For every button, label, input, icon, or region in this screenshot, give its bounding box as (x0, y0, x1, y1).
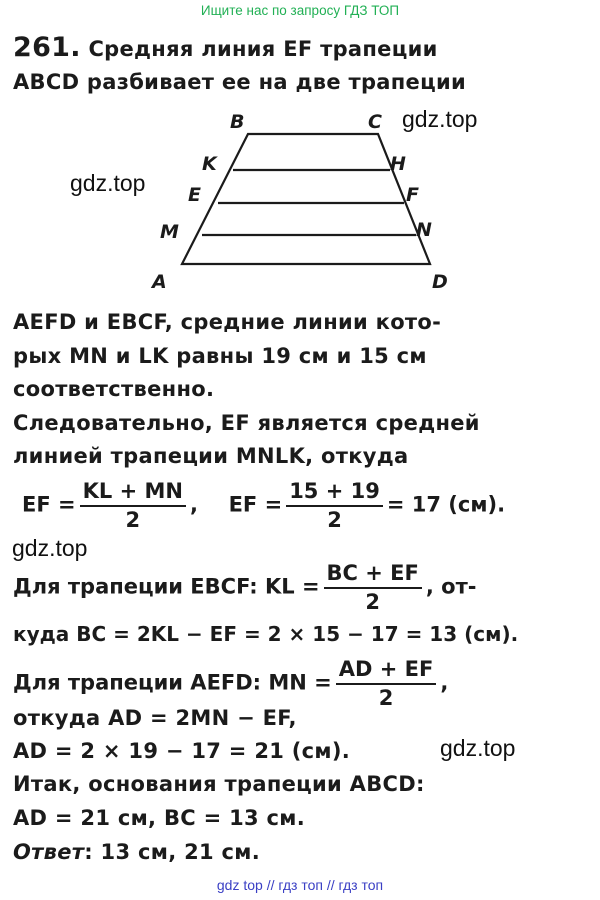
eq2-numerator: 15 + 19 (286, 478, 383, 507)
kl-numerator: BC + EF (324, 560, 422, 589)
mn-numerator: AD + EF (336, 656, 437, 685)
solution-line-3: соответственно. (13, 377, 215, 401)
mn-formula-row (13, 656, 448, 711)
watermark-1: gdz.top (402, 106, 478, 132)
eq1-numerator: KL + MN (80, 478, 186, 507)
answer-line (13, 840, 260, 864)
kl-formula-row (13, 560, 476, 615)
problem-number: 261. (13, 32, 81, 63)
solution-line-ad-1: откуда AD = 2MN − EF, (13, 706, 297, 730)
problem-intro-line-1 (13, 32, 438, 63)
equation-row-ef (22, 478, 505, 533)
watermark-4: gdz.top (440, 735, 516, 761)
solution-line-1: AEFD и EBCF, средние линии кото- (13, 310, 442, 334)
label-f: F (406, 184, 419, 206)
solution-line-summary: Итак, основания трапеции ABCD: (13, 772, 425, 796)
solution-line-ad-2: AD = 2 × 19 − 17 = 21 (см). (13, 739, 351, 763)
footer-links[interactable]: gdz top // гдз топ // гдз топ (216, 877, 384, 893)
label-a: A (152, 271, 167, 293)
kl-formula-suffix: , от- (425, 574, 477, 599)
mn-fraction (336, 656, 437, 711)
solution-line-2: рых MN и LK равны 19 см и 15 см (13, 344, 427, 368)
eq1-fraction (80, 478, 186, 533)
watermark-2: gdz.top (70, 170, 146, 196)
eq2-lhs: EF = (228, 492, 283, 517)
eq2-result: = 17 (см). (386, 492, 506, 517)
kl-fraction (324, 560, 422, 615)
label-e: E (188, 184, 201, 206)
answer-label: Ответ (13, 840, 85, 864)
label-b: B (230, 111, 245, 133)
eq1-lhs: EF = (22, 492, 76, 517)
solution-line-bc: куда BC = 2KL − EF = 2 × 15 − 17 = 13 (см). (13, 622, 519, 646)
answer-text: : 13 см, 21 см. (84, 840, 261, 864)
mn-denominator: 2 (378, 686, 394, 710)
eq2-fraction (286, 478, 383, 533)
problem-intro-text-1: Средняя линия EF трапеции (88, 37, 438, 61)
watermark-3: gdz.top (12, 535, 88, 561)
solution-line-4: Следовательно, EF является средней (13, 411, 480, 435)
solution-line-bases: AD = 21 см, BC = 13 см. (13, 806, 305, 830)
kl-denominator: 2 (365, 590, 381, 614)
label-d: D (432, 271, 448, 293)
trapezoid-figure (150, 108, 450, 298)
eq1-denominator: 2 (125, 508, 141, 532)
label-m: M (160, 221, 179, 243)
eq1-separator: , (189, 492, 198, 517)
kl-formula-prefix: Для трапеции EBCF: KL = (13, 574, 320, 599)
label-k: K (202, 153, 217, 175)
label-h: H (390, 153, 406, 175)
problem-intro-line-2: ABCD разбивает ее на две трапеции (13, 70, 466, 94)
label-c: C (368, 111, 382, 133)
mn-formula-suffix: , (440, 670, 449, 695)
search-hint-link[interactable]: Ищите нас по запросу ГДЗ ТОП (200, 3, 400, 18)
mn-formula-prefix: Для трапеции AEFD: MN = (13, 670, 332, 695)
solution-line-5: линией трапеции MNLK, откуда (13, 444, 409, 468)
eq2-denominator: 2 (327, 508, 342, 532)
label-n: N (416, 219, 432, 241)
